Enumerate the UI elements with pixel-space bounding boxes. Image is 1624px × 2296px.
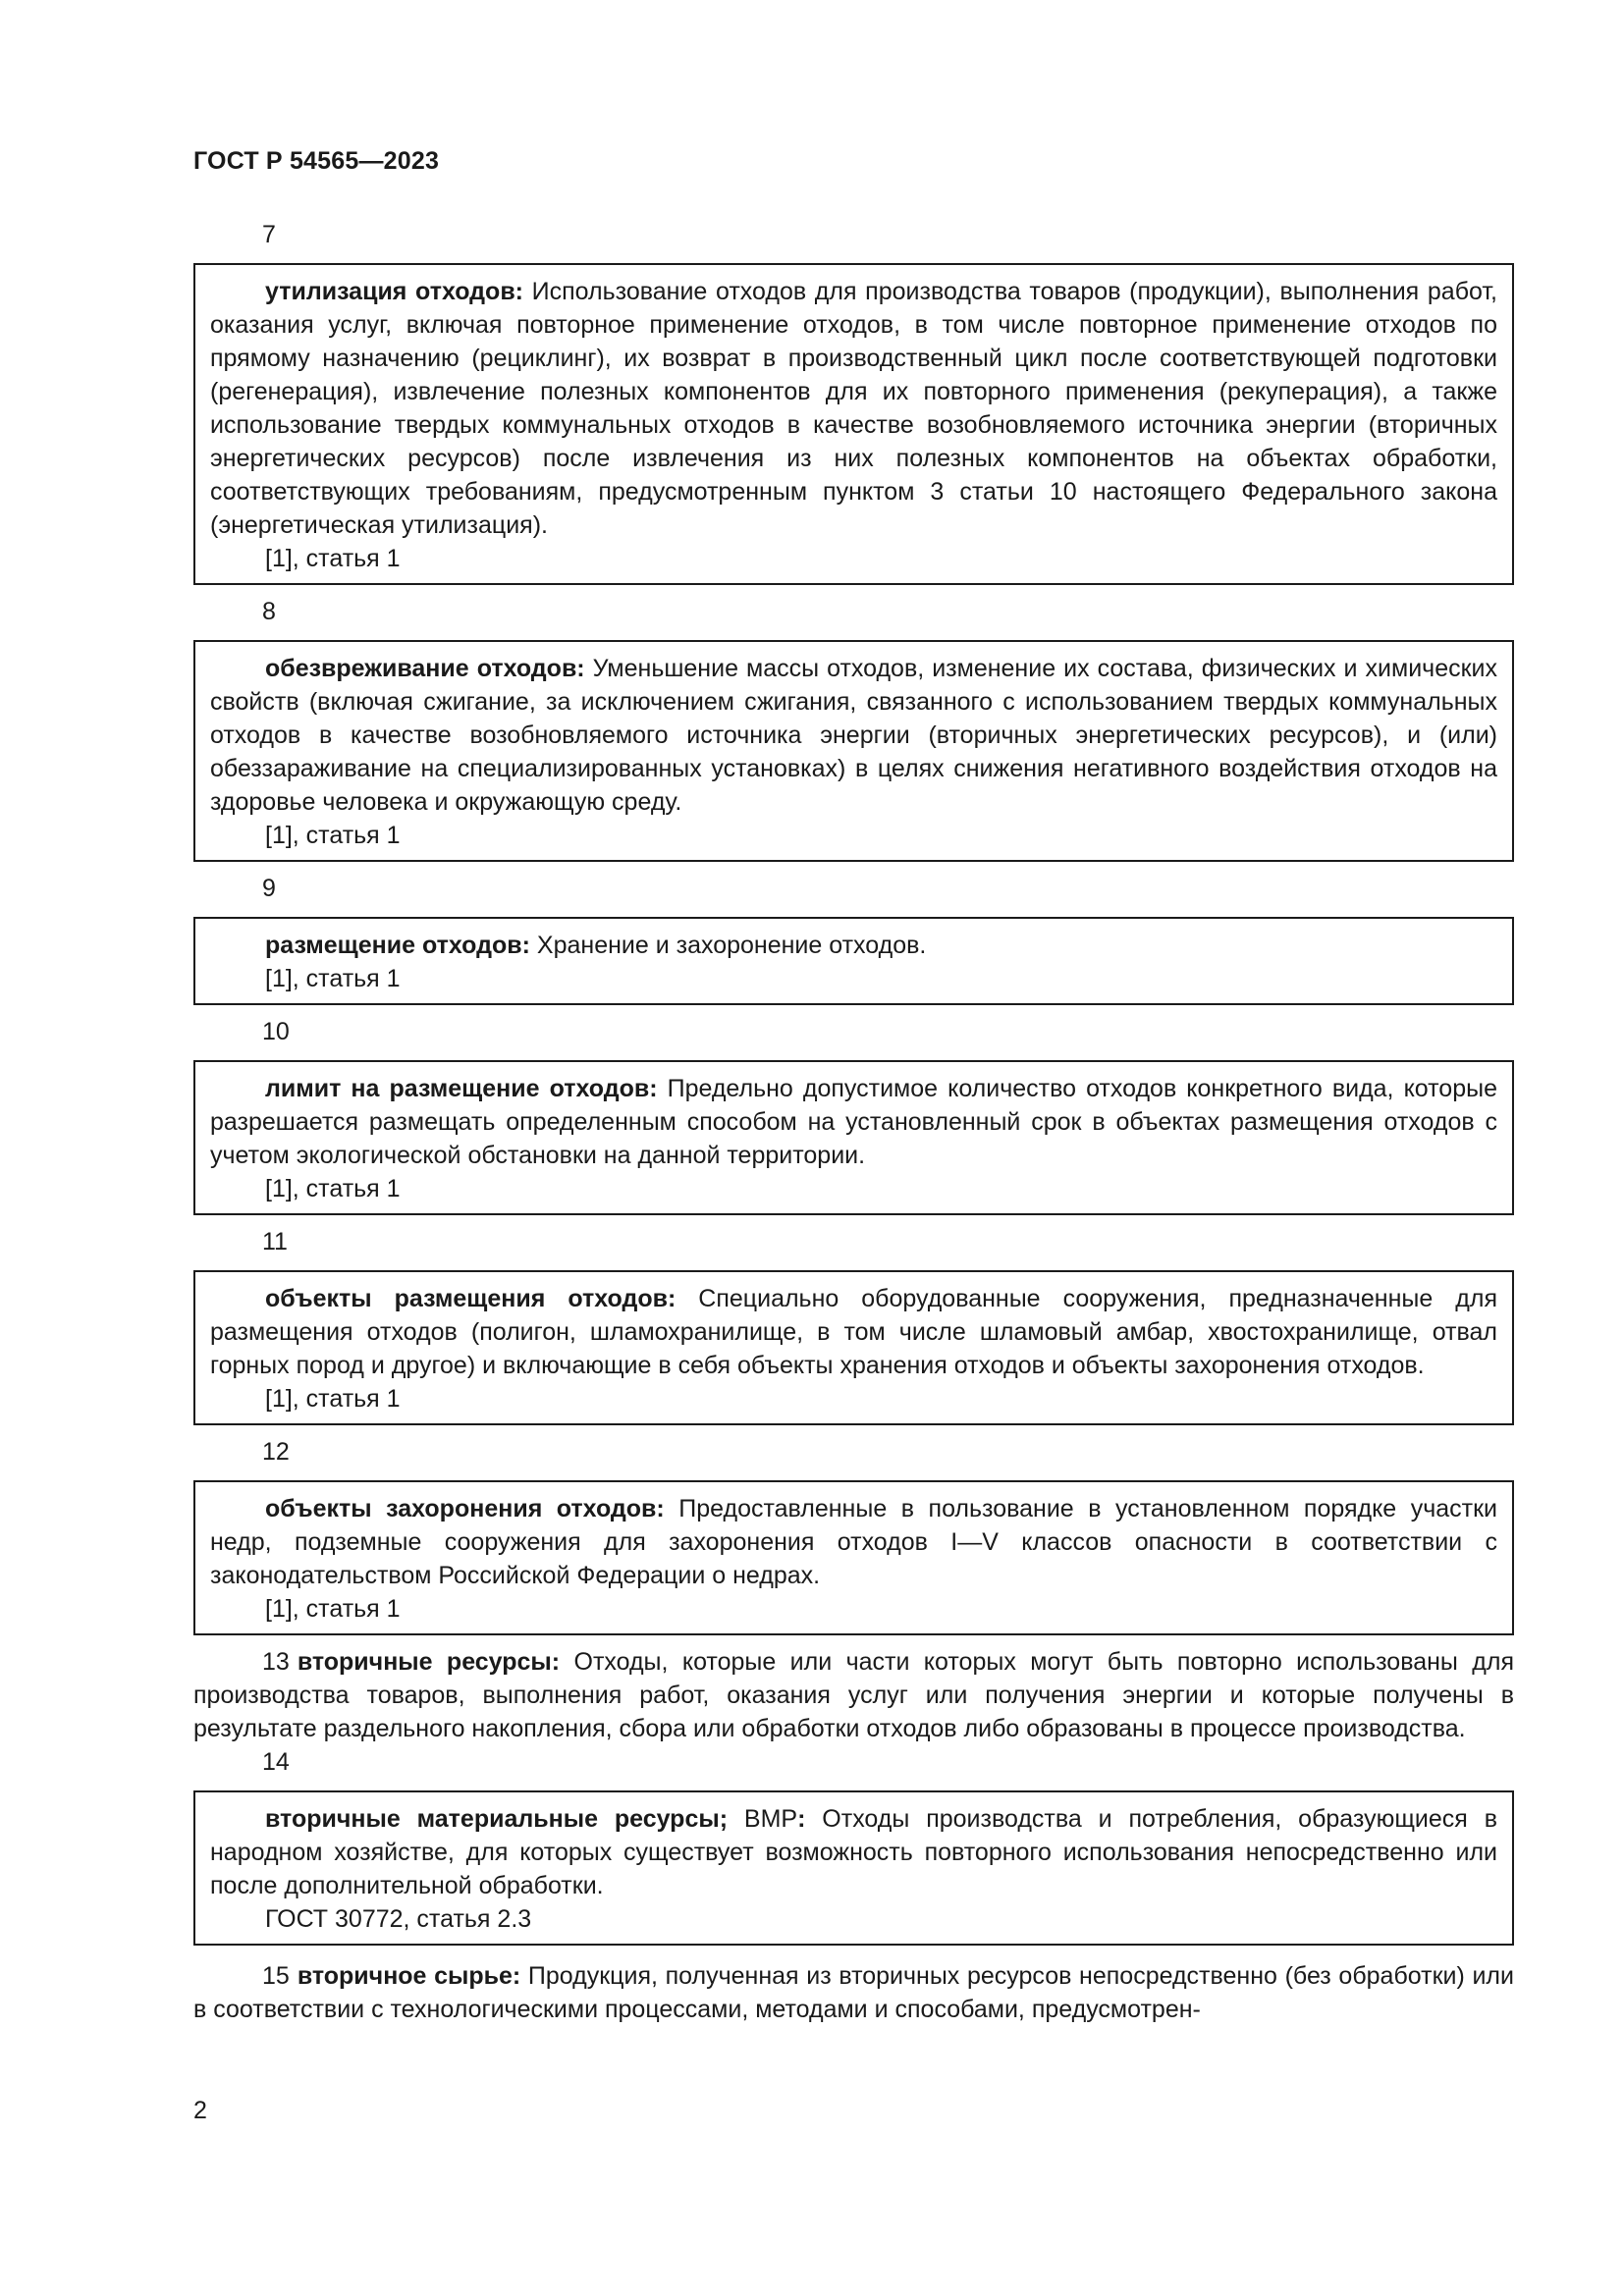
term-box	[193, 1270, 1514, 1425]
term-colon: :	[797, 1805, 806, 1833]
term-number: 13	[262, 1648, 290, 1676]
term-name: размещение отходов:	[265, 932, 530, 959]
term-name: обезвреживание отходов:	[265, 655, 585, 682]
term-number: 14	[262, 1748, 290, 1776]
term-definition: Уменьшение массы отходов, изменение их состава, физических и химических свойств (включая сжигание, за исключением сжигания, связанного с использованием твердых коммунальных отходов в качестве возобновляемого источника энергии (вторичных энергетических ресурсов), и (или) обеззараживание на специализированных установках) в целях снижения негативного воздействия отходов на здоровье человека и окружающую среду.	[210, 655, 1497, 816]
term-name: вторичные материальные ресурсы;	[265, 1805, 729, 1833]
term-source: [1], статья 1	[265, 1385, 401, 1413]
term-number: 12	[262, 1438, 290, 1466]
term-source: [1], статья 1	[265, 545, 401, 572]
document-body	[193, 218, 1514, 2026]
term-box	[193, 1060, 1514, 1215]
term-definition-paragraph	[210, 1802, 1497, 1902]
term-box	[193, 640, 1514, 862]
term-definition: Специально оборудованные сооружения, предназначенные для размещения отходов (полигон, шламохранилище, в том числе шламовый амбар, хвостохранилище, отвал горных пород и другое) и включающие в себя объекты хранения отходов и объекты захоронения отходов.	[210, 1285, 1497, 1379]
term-source: [1], статья 1	[265, 822, 401, 849]
term-number: 7	[262, 221, 276, 248]
term-definition-paragraph	[210, 652, 1497, 819]
term-source: [1], статья 1	[265, 1175, 401, 1202]
term-box	[193, 1790, 1514, 1946]
term-definition-paragraph	[210, 1072, 1497, 1172]
term-name: вторичные ресурсы:	[297, 1648, 561, 1676]
term-definition: Отходы, которые или части которых могут быть повторно использованы для производства товаров, выполнения работ, оказания услуг или получения энергии и которые получены в результате раздельного накопления, сбора или обработки отходов либо образованы в процессе производства.	[193, 1648, 1514, 1742]
term-definition: Использование отходов для производства товаров (продукции), выполнения работ, оказания услуг, включая повторное применение отходов, в том числе повторное применение отходов по прямому назначению (рециклинг), их возврат в производственный цикл после соответствующей подготовки (регенерация), извлечение полезных компонентов для их повторного применения (рекуперация), а также использование твердых коммунальных отходов в качестве возобновляемого источника энергии (вторичных энергетических ресурсов) после извлечения из них полезных компонентов на объектах обработки, соответствующих требованиям, предусмотренным пунктом 3 статьи 10 настоящего Федерального закона (энергетическая утилизация).	[210, 278, 1497, 539]
term-box	[193, 917, 1514, 1005]
term-box	[193, 1480, 1514, 1635]
term-name: лимит на размещение отходов:	[265, 1075, 658, 1102]
term-definition-paragraph	[210, 929, 1497, 962]
term-definition-paragraph	[210, 1492, 1497, 1592]
term-name: объекты захоронения отходов:	[265, 1495, 665, 1522]
term-number: 9	[262, 875, 276, 902]
term-box	[193, 263, 1514, 585]
page-number: 2	[193, 2097, 207, 2124]
term-definition: Отходы производства и потребления, образующиеся в народном хозяйстве, для которых существует возможность повторного использования непосредственно или после дополнительной обработки.	[210, 1805, 1497, 1899]
term-number: 15	[262, 1962, 290, 1990]
term-name: вторичное сырье:	[297, 1962, 521, 1990]
term-abbreviation: ВМР	[728, 1805, 798, 1833]
term-source: ГОСТ 30772, статья 2.3	[265, 1905, 532, 1933]
term-definition: Предельно допустимое количество отходов конкретного вида, которые разрешается размещать определенным способом на установленный срок в объектах размещения отходов с учетом экологической обстановки на данной территории.	[210, 1075, 1497, 1169]
term-name: утилизация отходов:	[265, 278, 524, 305]
term-definition-paragraph	[210, 275, 1497, 542]
term-paragraph	[193, 1959, 1514, 2026]
document-header: ГОСТ Р 54565—2023	[193, 147, 440, 175]
term-paragraph	[193, 1645, 1514, 1745]
term-definition-paragraph	[210, 1282, 1497, 1382]
term-definition: Предоставленные в пользование в установленном порядке участки недр, подземные сооружения для захоронения отходов I—V классов опасности в соответствии с законодательством Российской Федерации о недрах.	[210, 1495, 1498, 1589]
term-definition: Продукция, полученная из вторичных ресурсов непосредственно (без обработки) или в соответствии с технологическими процессами, методами и способами, предусмотрен-	[193, 1962, 1514, 2023]
term-source: [1], статья 1	[265, 965, 401, 992]
term-definition: Хранение и захоронение отходов.	[529, 932, 927, 959]
term-name: объекты размещения отходов:	[265, 1285, 677, 1312]
term-number: 8	[262, 598, 276, 625]
term-source: [1], статья 1	[265, 1595, 401, 1623]
term-number: 10	[262, 1018, 290, 1045]
term-number: 11	[262, 1228, 288, 1255]
